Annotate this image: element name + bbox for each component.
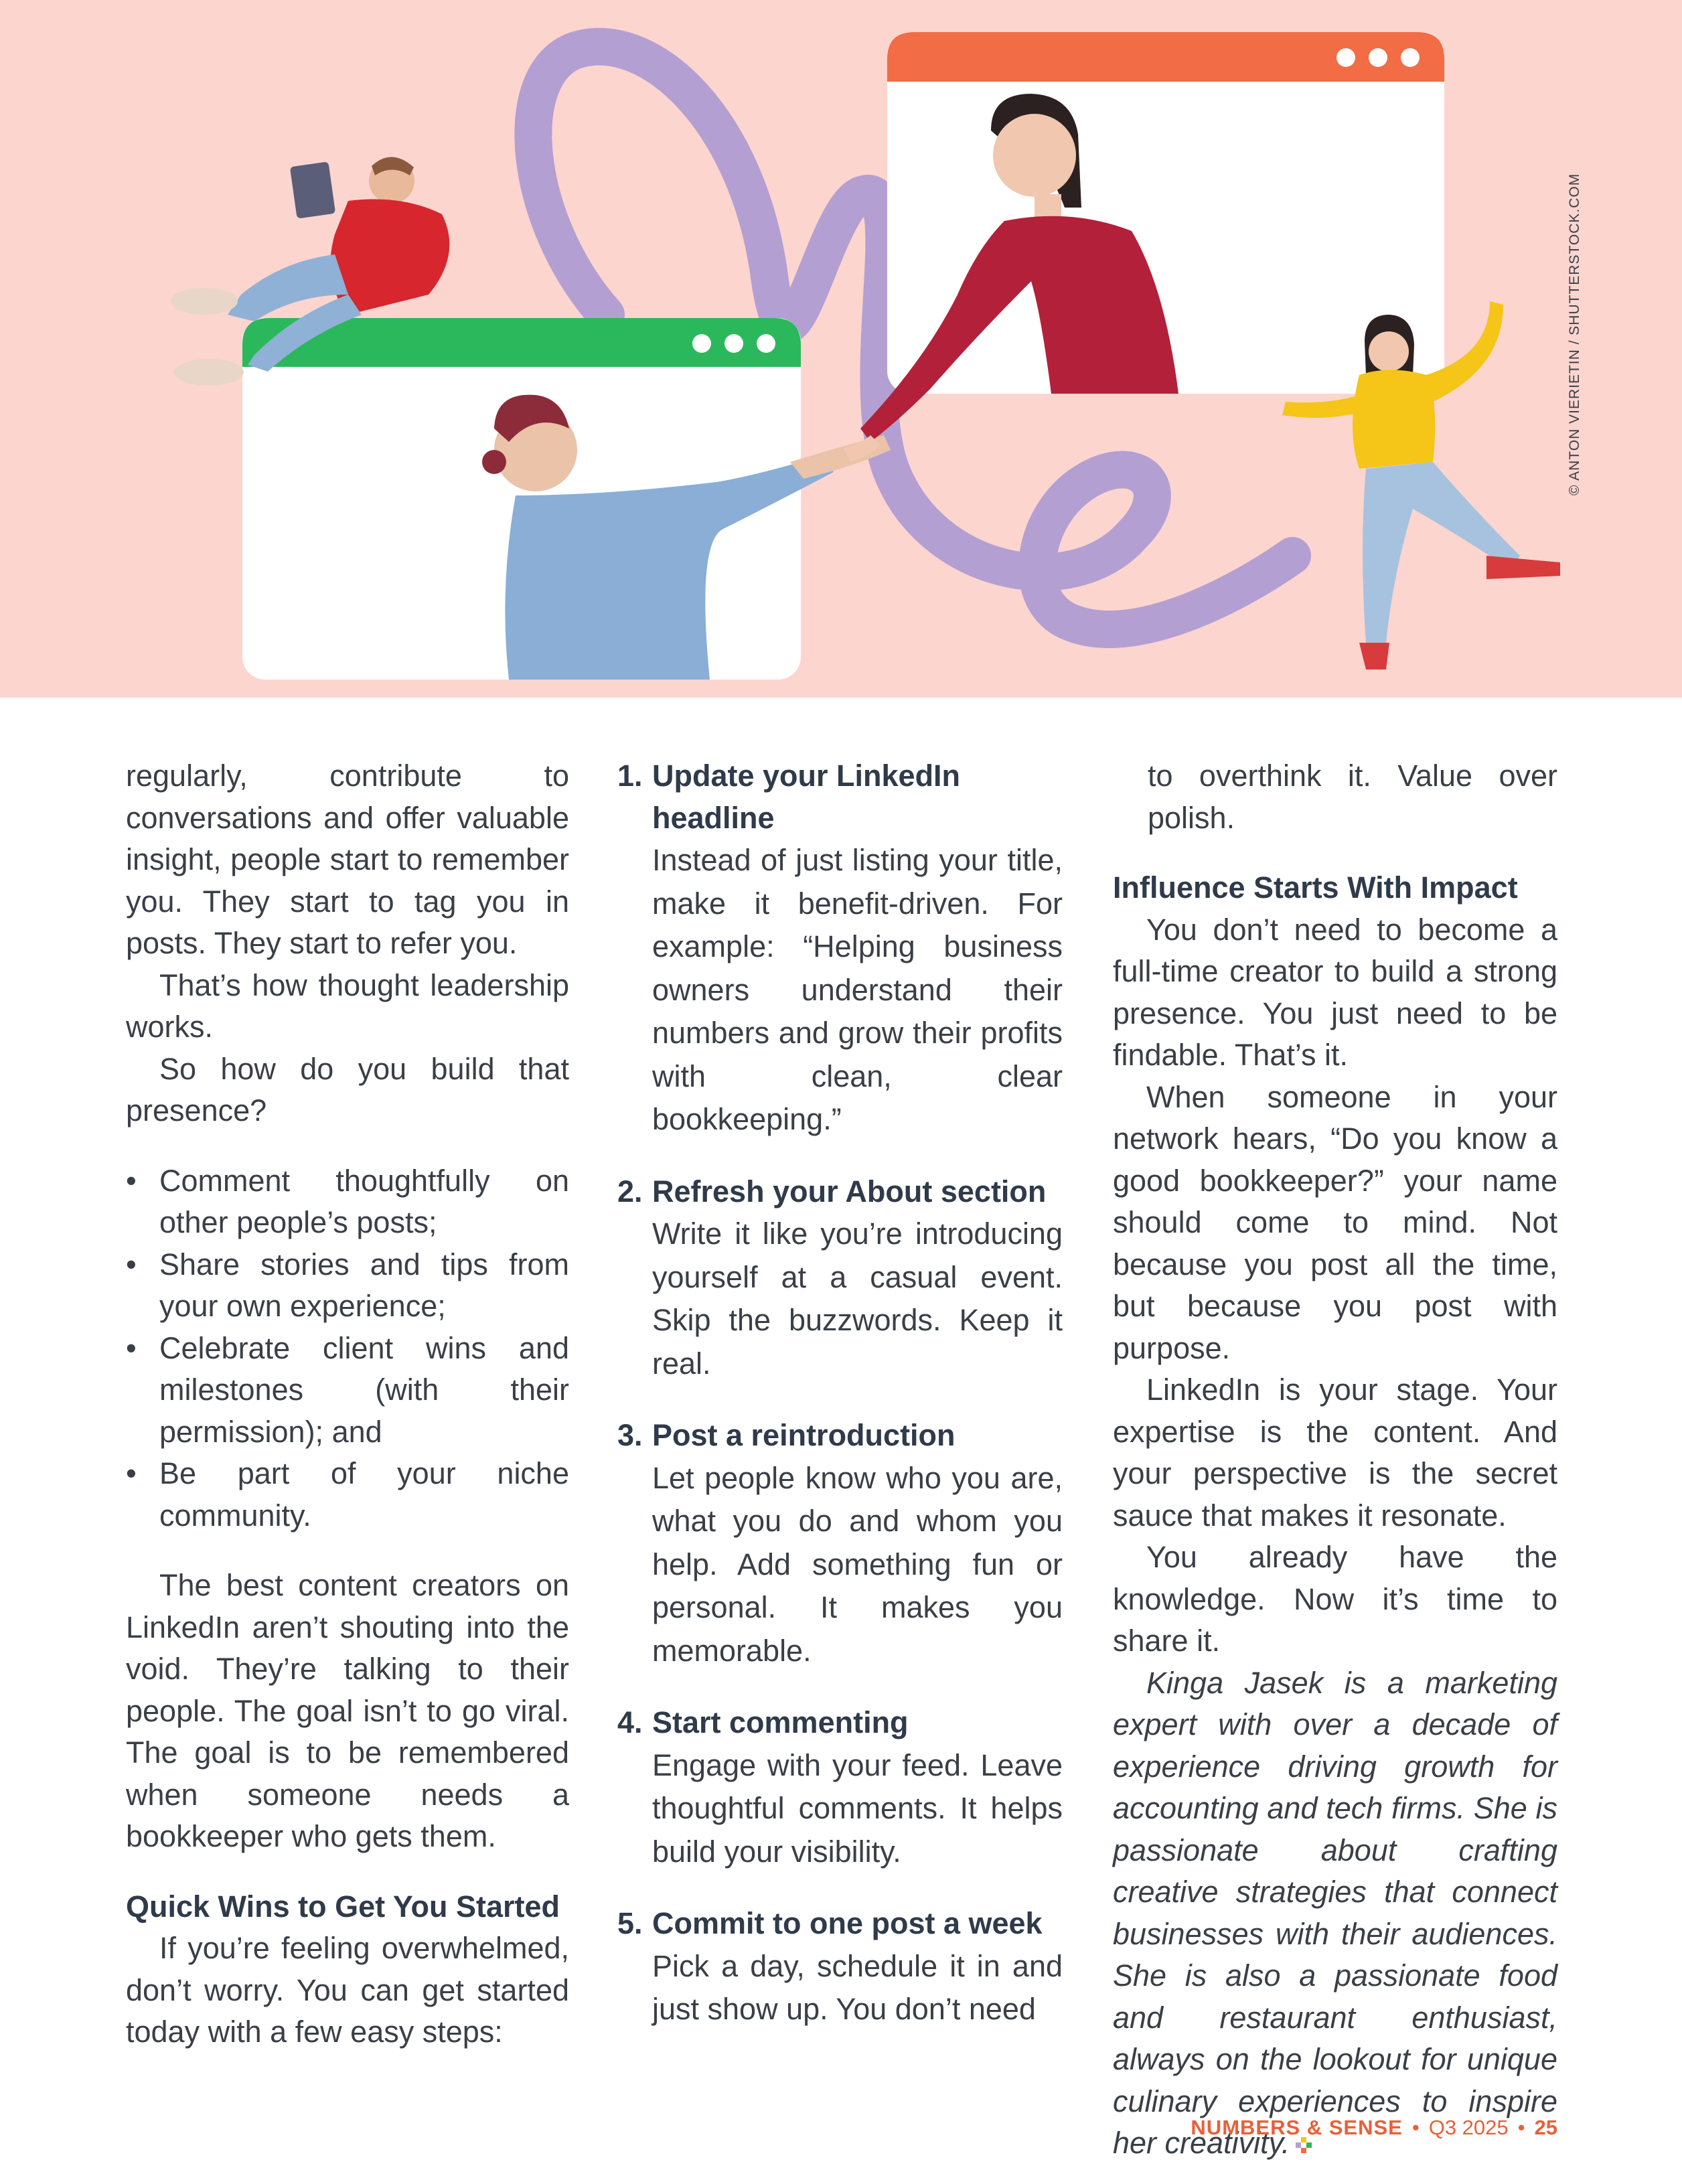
author-bio-text: Kinga Jasek is a marketing expert with over a decade of experience driving growth for accounting and tech firms. She is passionate about crafting creative strategies that connect businesses with their audiences. She is also a passionate food and restaurant enthusiast, always on the lookout for unique culinary experiences to inspire her creativity. [1113,1665,1557,2160]
separator-dot: • [1517,2116,1525,2139]
step-body: Pick a day, schedule it in and just show up. You don’t need [652,1948,1063,2026]
steps-list [617,755,1063,2031]
paragraph: The best content creators on LinkedIn aren’t shouting into the void. They’re talking to their people. The goal isn’t to go viral. The goal is to be remembered when someone needs a bookkeeper who gets them. [126,1568,569,1853]
paragraph: So how do you build that presence? [126,1051,569,1127]
list-item: • Comment thoughtfully on other people’s posts; [126,1160,569,1244]
paragraph: You already have the knowledge. Now it’s time to share it. [1113,1540,1557,1658]
step-number: 4. [617,1705,643,1739]
paragraph: You don’t need to become a full-time creator to build a strong presence. You just need to be findable. That’s it. [1113,912,1557,1072]
step-body: Engage with your feed. Leave thoughtful comments. It helps build your visibility. [652,1747,1063,1869]
page-footer [1191,2116,1557,2140]
paragraph: When someone in your network hears, “Do you know a good bookkeeper?” your name should come to mind. Not because you post all the time, but because you post with purpose. [1113,1079,1557,1365]
step-number: 5. [617,1906,643,1940]
hero-illustration: © ANTON VIERIETIN / SHUTTERSTOCK.COM [0,0,1682,698]
section-heading: Quick Wins to Get You Started [126,1889,560,1924]
list-item: • Be part of your niche community. [126,1453,569,1537]
list-item: • Celebrate client wins and milestones (with their permission); and [126,1328,569,1454]
paragraph: If you’re feeling overwhelmed, don’t worry. You can get started today with a few easy steps: [126,1931,569,2049]
list-item [617,1415,1063,1672]
step-title: Refresh your About section [652,1174,1047,1208]
paragraph: LinkedIn is your stage. Your expertise is the content. And your perspective is the secret sauce that makes it resonate. [1113,1373,1557,1533]
list-item [617,1903,1063,2031]
list-item [617,1171,1063,1386]
step-number: 1. [617,759,643,793]
author-bio [1113,1662,1557,2165]
column-3 [1113,755,1557,2165]
page-number: 25 [1534,2116,1557,2139]
step-body: Write it like you’re introducing yourself at a casual event. Skip the buzzwords. Keep it real. [652,1217,1063,1381]
step-number: 2. [617,1174,643,1208]
column-2 [617,755,1063,2031]
step-title: Update your LinkedIn headline [652,759,961,835]
issue-label: Q3 2025 [1428,2116,1509,2139]
step-body: Let people know who you are, what you do and whom you help. Add something fun or personal. It makes you memorable. [652,1460,1063,1668]
hero-artwork [0,0,1682,698]
bullet-list [126,1160,569,1537]
column-1 [126,755,569,2053]
list-item [617,1702,1063,1873]
step-title: Start commenting [652,1705,909,1739]
magazine-name: NUMBERS & SENSE [1191,2116,1403,2139]
list-item [617,755,1063,1142]
step-body: Instead of just listing your title, make it benefit-driven. For example: “Helping business owners understand their numbers and grow their profits with clean, clear bookkeeping.” [652,843,1063,1136]
step-body-continued: to overthink it. Value over polish. [1148,759,1557,835]
section-heading: Influence Starts With Impact [1113,870,1518,905]
step-title: Post a reintroduction [652,1418,955,1452]
step-title: Commit to one post a week [652,1906,1043,1940]
paragraph: regularly, contribute to conversations and offer valuable insight, people start to remember you. They start to tag you in posts. They start to refer you. [126,759,569,960]
separator-dot: • [1411,2116,1420,2139]
list-item: • Share stories and tips from your own experience; [126,1244,569,1328]
paragraph: That’s how thought leadership works. [126,967,569,1044]
step-number: 3. [617,1418,643,1452]
